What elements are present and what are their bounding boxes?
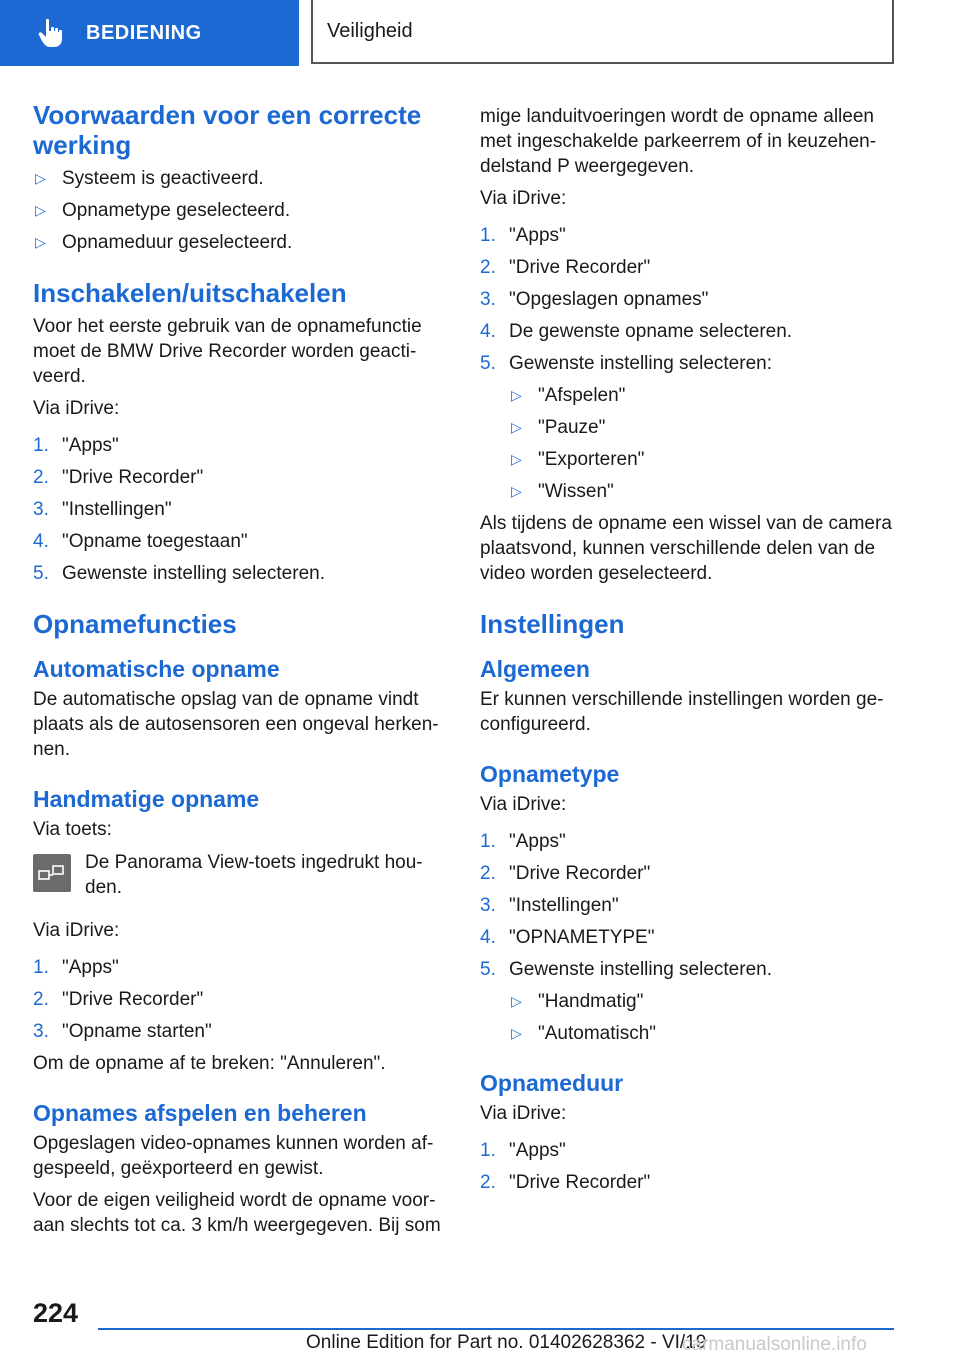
heading-automatische-opname: Automatische opname <box>33 656 280 682</box>
page-footer <box>0 1290 960 1362</box>
list-item <box>480 861 900 886</box>
list-item <box>480 319 900 344</box>
afspelen-options <box>509 383 900 504</box>
list-item <box>509 383 900 408</box>
list-item-text: "Afspelen" <box>538 385 626 406</box>
list-item-text: "Drive Recorder" <box>62 467 204 488</box>
bullet-marker: ▷ <box>511 419 522 435</box>
heading-opnamefuncties: Opnamefuncties <box>33 609 237 639</box>
list-item-text: "Opname toegestaan" <box>62 531 248 552</box>
list-item-text: "Apps" <box>62 957 119 978</box>
list-item-text: "Drive Recorder" <box>509 863 651 884</box>
list-item-text: "Apps" <box>509 1140 566 1161</box>
paragraph: Via iDrive: <box>33 920 120 941</box>
list-item <box>33 465 453 490</box>
paragraph: Om de opname af te breken: "Annuleren". <box>33 1053 386 1074</box>
key-instruction-text: De Panorama View-toets ingedrukt houden. <box>85 852 423 898</box>
paragraph: Via iDrive: <box>480 794 567 815</box>
step-number: 2. <box>480 863 496 884</box>
hand-pointer-icon <box>38 18 64 48</box>
heading-opnameduur: Opnameduur <box>480 1070 624 1096</box>
inschakelen-steps <box>33 433 453 586</box>
step-number: 4. <box>480 927 496 948</box>
left-column <box>33 100 453 1245</box>
list-item-text: "Drive Recorder" <box>509 257 651 278</box>
list-item-text: "Drive Recorder" <box>62 989 204 1010</box>
list-item <box>33 198 453 223</box>
list-item-text: "Opgeslagen opnames" <box>509 289 709 310</box>
step-number: 1. <box>480 831 496 852</box>
paragraph: Voor de eigen veiligheid wordt de opname vooraan slechts tot ca. 3 km/h weergegeven. Bij som <box>33 1190 441 1236</box>
bullet-marker: ▷ <box>511 993 522 1009</box>
list-item <box>33 230 453 255</box>
list-item <box>480 893 900 918</box>
list-item-text: "Drive Recorder" <box>509 1172 651 1193</box>
list-item-text: De gewenste opname selecteren. <box>509 321 793 342</box>
opnametype-options <box>509 989 900 1046</box>
list-item-text: "Pauze" <box>538 417 606 438</box>
section-tab[interactable] <box>311 0 894 64</box>
list-item-text: "Wissen" <box>538 481 614 502</box>
opnameduur-steps <box>480 1138 900 1195</box>
list-item-text: "OPNAMETYPE" <box>509 927 655 948</box>
list-item-text: Gewenste instelling selecteren. <box>62 563 325 584</box>
list-item <box>509 447 900 472</box>
list-item-text: Gewenste instelling selecteren: <box>509 353 772 374</box>
list-item <box>480 287 900 312</box>
watermark: carmanualsonline.info <box>682 1334 867 1355</box>
list-item-text: "Instellingen" <box>509 895 619 916</box>
list-item-text: Opnameduur geselecteerd. <box>62 232 293 253</box>
chapter-label: BEDIENING <box>86 21 202 44</box>
list-item-text: "Automatisch" <box>538 1023 657 1044</box>
list-item <box>509 1021 900 1046</box>
list-item-text: "Instellingen" <box>62 499 172 520</box>
list-item-text: "Handmatig" <box>538 991 644 1012</box>
heading-inschakelen: Inschakelen/uitschakelen <box>33 278 347 308</box>
list-item-text: "Exporteren" <box>538 449 645 470</box>
step-number: 3. <box>33 499 49 520</box>
step-number: 4. <box>33 531 49 552</box>
chapter-tab[interactable] <box>0 0 299 66</box>
list-item <box>480 1170 900 1195</box>
step-number: 2. <box>33 467 49 488</box>
step-number: 2. <box>480 1172 496 1193</box>
list-item <box>480 957 900 982</box>
paragraph: Opgeslagen video-opnames kunnen worden afgespeeld, geëxporteerd en gewist. <box>33 1133 434 1179</box>
paragraph: Via iDrive: <box>480 1103 567 1124</box>
list-item <box>33 529 453 554</box>
heading-handmatige-opname: Handmatige opname <box>33 786 260 812</box>
footer-divider <box>98 1328 894 1330</box>
bullet-marker: ▷ <box>511 387 522 403</box>
list-item <box>33 433 453 458</box>
section-label: Veiligheid <box>327 19 413 42</box>
paragraph: Via iDrive: <box>480 188 567 209</box>
list-item <box>33 955 453 980</box>
list-item <box>33 497 453 522</box>
panorama-view-key-icon <box>33 854 71 892</box>
paragraph: Er kunnen verschillende instellingen worden geconfigureerd. <box>480 689 884 735</box>
list-item <box>480 223 900 248</box>
page-number: 224 <box>33 1298 79 1328</box>
right-column <box>480 104 900 1202</box>
step-number: 4. <box>480 321 496 342</box>
list-item <box>33 166 453 191</box>
list-item-text: "Opname starten" <box>62 1021 212 1042</box>
heading-voorwaarden: Voorwaarden voor een correcte werking <box>33 100 422 160</box>
paragraph: Via toets: <box>33 819 112 840</box>
step-number: 5. <box>33 563 49 584</box>
page-header <box>0 0 960 66</box>
list-item-text: Opnametype geselecteerd. <box>62 200 291 221</box>
step-number: 2. <box>33 989 49 1010</box>
list-item <box>480 1138 900 1163</box>
paragraph: Als tijdens de opname een wissel van de camera plaatsvond, kunnen verschillende delen van de video worden geselecteerd. <box>480 513 892 584</box>
camera-view-glyph <box>37 862 67 884</box>
heading-instellingen: Instellingen <box>480 609 625 639</box>
bullet-marker: ▷ <box>511 1025 522 1041</box>
list-item-text: "Apps" <box>509 831 566 852</box>
heading-opnames-afspelen: Opnames afspelen en beheren <box>33 1100 367 1126</box>
list-item <box>33 561 453 586</box>
list-item <box>509 479 900 504</box>
heading-opnametype: Opnametype <box>480 761 620 787</box>
list-item-text: Systeem is geactiveerd. <box>62 168 264 189</box>
paragraph: De automatische opslag van de opname vindt plaats als de autosensoren een ongeval herkennen. <box>33 689 439 760</box>
paragraph: Voor het eerste gebruik van de opnamefunctie moet de BMW Drive Recorder worden geactiveerd. <box>33 316 422 387</box>
opnametype-steps <box>480 829 900 982</box>
list-item-text: "Apps" <box>62 435 119 456</box>
step-number: 3. <box>480 289 496 310</box>
list-item <box>480 351 900 376</box>
list-item <box>480 829 900 854</box>
step-number: 5. <box>480 959 496 980</box>
afspelen-steps <box>480 223 900 376</box>
bullet-marker: ▷ <box>35 234 46 250</box>
list-item <box>33 987 453 1012</box>
step-number: 1. <box>33 435 49 456</box>
voorwaarden-list <box>33 166 453 255</box>
heading-algemeen: Algemeen <box>480 656 590 682</box>
edition-text: Online Edition for Part no. 01402628362 - VI/19 <box>306 1332 707 1353</box>
list-item-text: "Apps" <box>509 225 566 246</box>
step-number: 5. <box>480 353 496 374</box>
bullet-marker: ▷ <box>35 202 46 218</box>
paragraph: mige landuitvoeringen wordt de opname alleen met ingeschakelde parkeerrem of in keuzehendelstand P weergegeven. <box>480 106 877 177</box>
list-item <box>33 1019 453 1044</box>
key-instruction <box>33 850 453 900</box>
list-item-text: Gewenste instelling selecteren. <box>509 959 772 980</box>
step-number: 3. <box>480 895 496 916</box>
step-number: 1. <box>480 1140 496 1161</box>
list-item <box>509 415 900 440</box>
step-number: 1. <box>33 957 49 978</box>
handmatige-steps <box>33 955 453 1044</box>
list-item <box>480 255 900 280</box>
step-number: 1. <box>480 225 496 246</box>
step-number: 3. <box>33 1021 49 1042</box>
bullet-marker: ▷ <box>511 451 522 467</box>
list-item <box>509 989 900 1014</box>
bullet-marker: ▷ <box>511 483 522 499</box>
paragraph: Via iDrive: <box>33 398 120 419</box>
step-number: 2. <box>480 257 496 278</box>
list-item <box>480 925 900 950</box>
bullet-marker: ▷ <box>35 170 46 186</box>
